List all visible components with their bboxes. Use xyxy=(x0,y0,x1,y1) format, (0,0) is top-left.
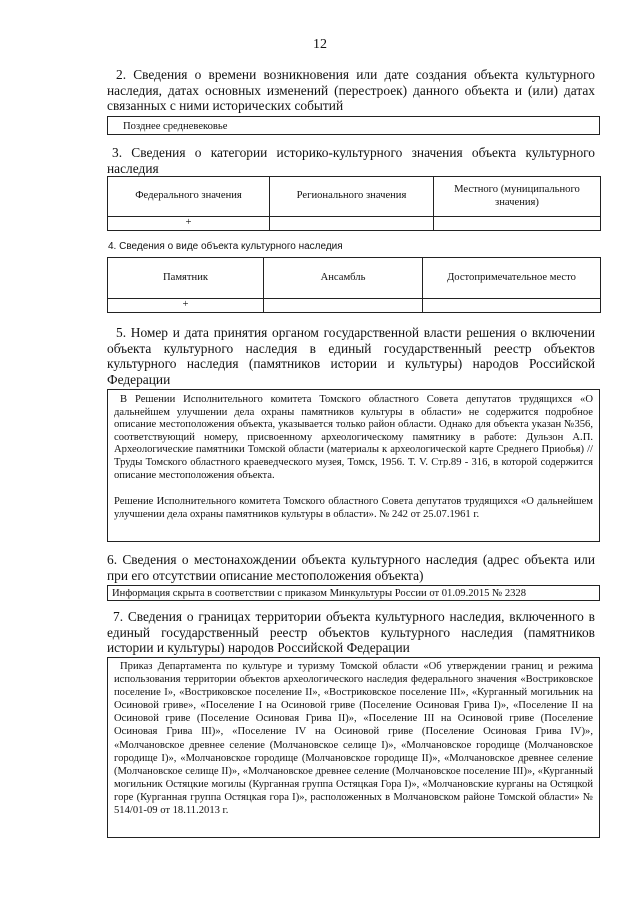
section-7-box xyxy=(107,657,600,838)
section-7-heading: 7. Сведения о границах территории объекта культурного наследия, включенного в единый государственный реестр объектов культурного наследия (памятников истории и культуры) народов Российской Федерации xyxy=(107,609,595,655)
category-table xyxy=(107,176,601,231)
section-7-value: Приказ Департамента по культуре и туризму Томской области «Об утверждении границ и режима использования территории объектов археологического наследия федерального значения «Востриковское поселение I», «Востриковское поселение II», «Востриковское поселение III», «Курганный могильник на Осиновой гриве», «Поселение I на Осиновой гриве (Поселение Осиновая Грива I)», «Поселение II на Осиновой гриве (Поселение Осиновая Грива II)», «Поселение III на Осиновой гриве (Поселение Осиновая Грива III)», «Поселение IV на Осиновой гриве (Поселение Осиновая Грива IV)», «Молчановское древнее селение (Молчановское селище I)», «Молчановское городище (Молчановское городище I)», «Молчановское городище (Молчановское городище II)», «Молчановское древнее селение (Молчановское селище II)», «Молчановское древнее селение (Молчановское поселение III)», «Курганный могильник Остяцкие могилы (Курганная группа Остяцкая Гора I)», «Молчановские курганы на Остяцкой горе (Курганная группа Остяцкая гора I)», расположенных в Молчановском районе Томской области» № 514/01-09 от 18.11.2013 г. xyxy=(114,661,593,817)
section-2-value: Позднее средневековье xyxy=(107,116,600,135)
section-6-heading: 6. Сведения о местонахождении объекта культурного наследия (адрес объекта или при его отсутствии описание местоположения объекта) xyxy=(107,552,595,583)
section-5-box xyxy=(107,389,600,542)
category-header-local: Местного (муниципального значения) xyxy=(434,177,601,217)
type-header-ensemble: Ансамбль xyxy=(264,258,423,299)
type-mark-landmark xyxy=(423,299,601,313)
section-3-heading: 3. Сведения о категории историко-культурного значения объекта культурного наследия xyxy=(107,145,595,176)
type-header-monument: Памятник xyxy=(108,258,264,299)
category-mark-federal: + xyxy=(108,217,270,231)
section-4-heading: 4. Сведения о виде объекта культурного наследия xyxy=(108,241,343,252)
section-5-paragraph-2: Решение Исполнительного комитета Томского областного Совета депутатов трудящихся «О дальнейшем улучшении дела охраны памятников культуры в области». № 242 от 25.07.1961 г. xyxy=(114,496,593,520)
type-mark-monument: + xyxy=(108,299,264,313)
category-header-regional: Регионального значения xyxy=(270,177,434,217)
page-number: 12 xyxy=(313,37,327,52)
category-header-federal: Федерального значения xyxy=(108,177,270,217)
type-table xyxy=(107,257,601,313)
category-mark-regional xyxy=(270,217,434,231)
section-2-heading: 2. Сведения о времени возникновения или дате создания объекта культурного наследия, датах основных изменений (перестроек) данного объекта и (или) датах связанных с ними исторических событий xyxy=(107,67,595,113)
section-6-value: Информация скрыта в соответствии с приказом Минкультуры России от 01.09.2015 № 2328 xyxy=(107,585,600,601)
section-5-paragraph-1: В Решении Исполнительного комитета Томского областного Совета депутатов трудящихся «О дальнейшем улучшении дела охраны памятников культуры в области» не содержится подробное описание местоположения объекта, указывается только район области. Однако для объекта указан №356, соответствующий номеру, присвоенному археологическому памятнику в работе: Дульзон А.П. Археологические памятники Томской области (материалы к археологической карте Среднего Приобья) // Труды Томского областного краеведческого музея, Томск, 1956. Т. V. Стр.89 - 316, в которой содержится описание местоположения объекта. xyxy=(114,394,593,481)
type-mark-ensemble xyxy=(264,299,423,313)
category-mark-local xyxy=(434,217,601,231)
section-5-heading: 5. Номер и дата принятия органом государственной власти решения о включении объекта культурного наследия в единый государственный реестр объектов культурного наследия (памятников истории и культуры) народов Российской Федерации xyxy=(107,325,595,387)
type-header-landmark: Достопримечательное место xyxy=(423,258,601,299)
